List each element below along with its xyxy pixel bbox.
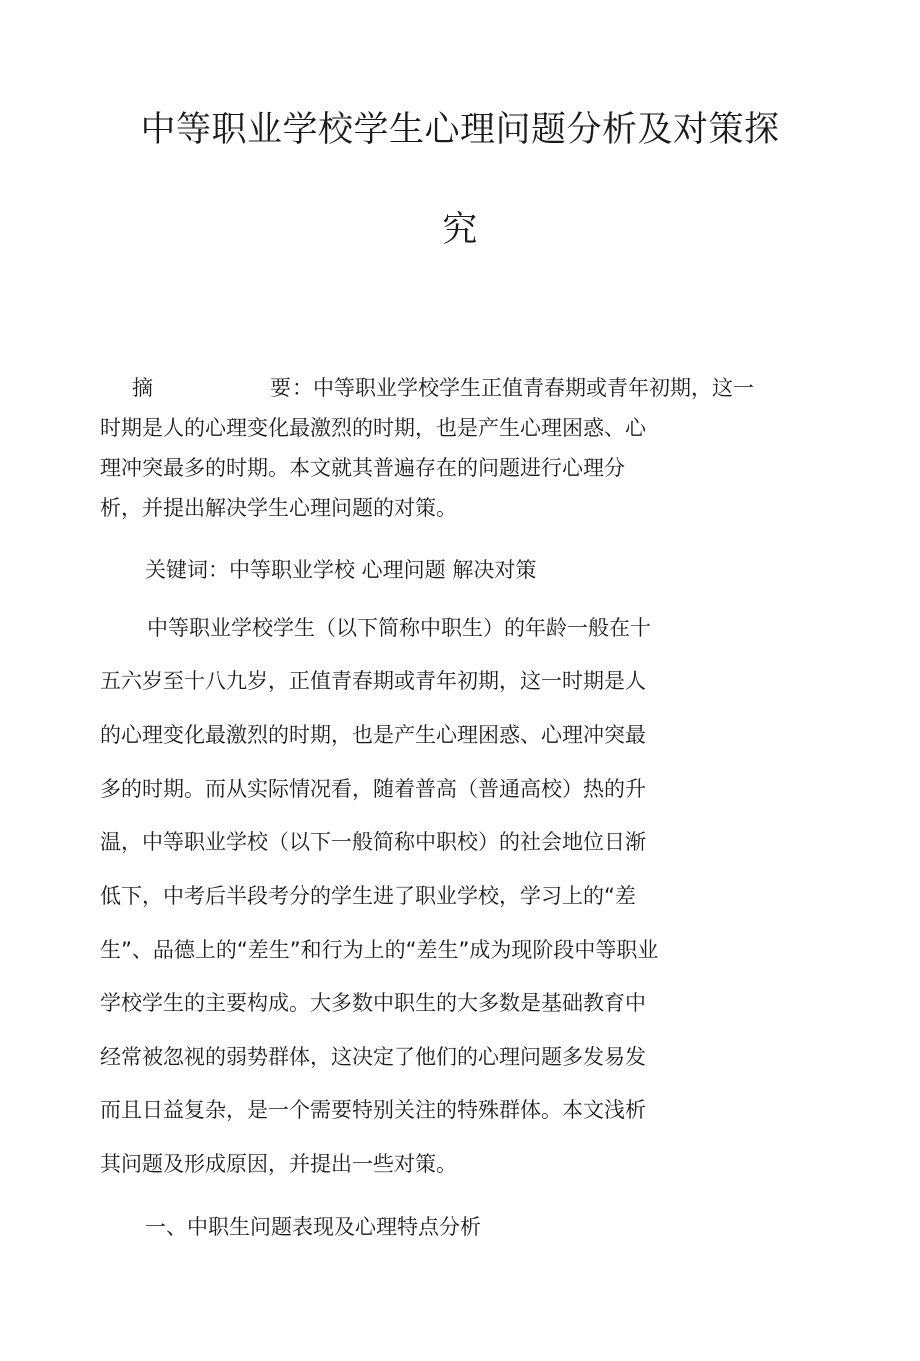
abstract-label-char-1: 摘 <box>132 376 153 400</box>
keywords: 关键词：中等职业学校 心理问题 解决对策 <box>145 558 537 582</box>
abstract-line-2: 时期是人的心理变化最激烈的时期，也是产生心理困惑、心 <box>100 416 646 440</box>
body-line-5: 温，中等职业学校（以下一般简称中职校）的社会地位日渐 <box>100 830 646 854</box>
body-line-9: 经常被忽视的弱势群体，这决定了他们的心理问题多发易发 <box>100 1045 646 1069</box>
document-title-line-2: 究 <box>442 210 478 250</box>
section-heading: 一、中职生问题表现及心理特点分析 <box>145 1215 481 1239</box>
abstract-line-3: 理冲突最多的时期。本文就其普遍存在的问题进行心理分 <box>100 456 625 480</box>
document-title-line-1: 中等职业学校学生心理问题分析及对策探 <box>140 110 780 150</box>
body-line-11: 其问题及形成原因，并提出一些对策。 <box>100 1152 457 1176</box>
body-line-4: 多的时期。而从实际情况看，随着普高（普通高校）热的升 <box>100 777 646 801</box>
body-line-3: 的心理变化最激烈的时期，也是产生心理困惑、心理冲突最 <box>100 723 646 747</box>
body-line-8: 学校学生的主要构成。大多数中职生的大多数是基础教育中 <box>100 991 646 1015</box>
body-line-7: 生”、品德上的“差生”和行为上的“差生”成为现阶段中等职业 <box>100 938 659 962</box>
body-line-10: 而且日益复杂，是一个需要特别关注的特殊群体。本文浅析 <box>100 1098 646 1122</box>
body-line-1: 中等职业学校学生（以下简称中职生）的年龄一般在十 <box>147 616 651 640</box>
abstract-line-4: 析，并提出解决学生心理问题的对策。 <box>100 496 457 520</box>
abstract-label-char-2: 要 <box>270 376 291 400</box>
abstract-line-1: ：中等职业学校学生正值青春期或青年初期，这一 <box>292 376 754 400</box>
body-line-2: 五六岁至十八九岁，正值青春期或青年初期，这一时期是人 <box>100 669 646 693</box>
body-line-6: 低下，中考后半段考分的学生进了职业学校，学习上的“差 <box>100 884 636 908</box>
